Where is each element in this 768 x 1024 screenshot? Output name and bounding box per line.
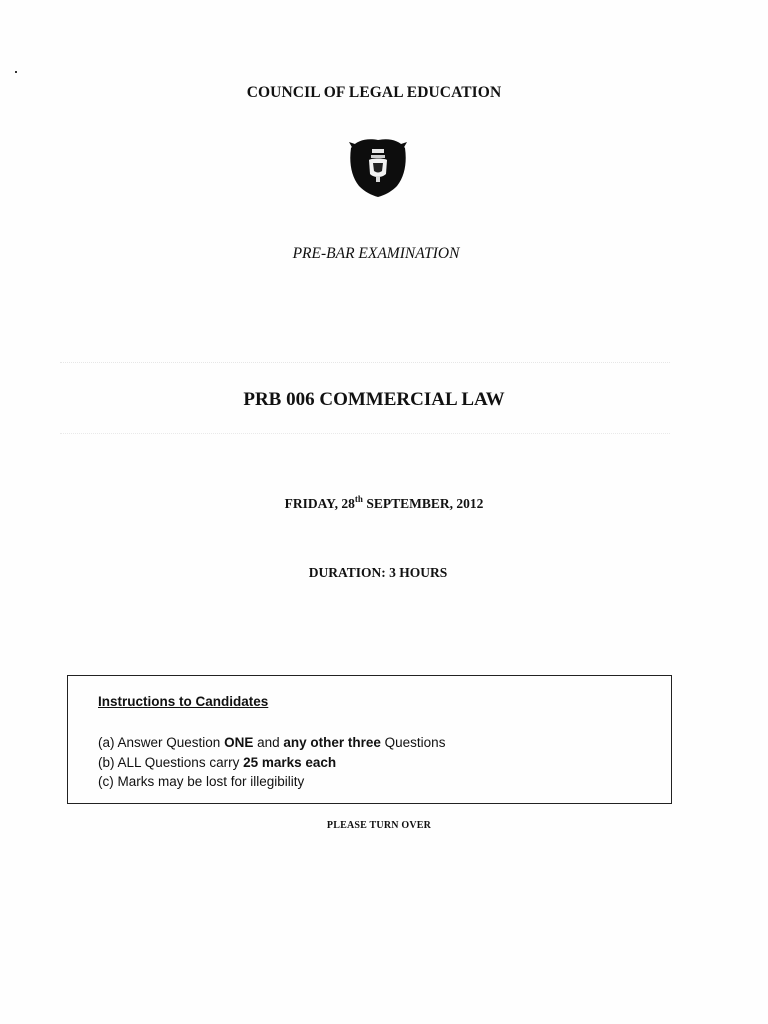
scan-speck (15, 71, 17, 73)
instruction-item (98, 733, 445, 753)
exam-duration: DURATION: 3 HOURS (308, 565, 448, 580)
instruction-marker: (b) (98, 754, 118, 770)
exam-date (0, 493, 768, 512)
instruction-item (98, 772, 445, 792)
exam-date-suffix: th (354, 493, 363, 504)
please-turn-over: PLEASE TURN OVER (326, 820, 432, 831)
exam-date-month-year: SEPTEMBER, 2012 (362, 496, 484, 511)
instruction-text: ALL Questions carry (117, 754, 244, 770)
exam-date-day: FRIDAY, 28 (284, 496, 355, 511)
instruction-emphasis: 25 marks each (243, 754, 337, 770)
instruction-text: and (253, 735, 284, 750)
shield-crest-icon (345, 136, 411, 198)
instruction-text: Questions (380, 735, 446, 750)
instruction-text: Marks may be lost for illegibility (117, 774, 305, 789)
exam-type: PRE-BAR EXAMINATION (292, 245, 460, 262)
institution-name: COUNCIL OF LEGAL EDUCATION (246, 84, 502, 101)
instruction-emphasis: ONE (224, 735, 254, 750)
instruction-marker: (c) (98, 774, 118, 789)
course-title: PRB 006 COMMERCIAL LAW (243, 389, 505, 410)
instructions-title: Instructions to Candidates (98, 694, 269, 709)
instruction-emphasis: any other three (283, 735, 381, 750)
instruction-text: Answer Question (117, 735, 225, 750)
instruction-marker: (a) (98, 735, 118, 750)
instructions-list (98, 733, 445, 792)
instruction-item (98, 753, 445, 773)
instructions-box (67, 675, 672, 804)
